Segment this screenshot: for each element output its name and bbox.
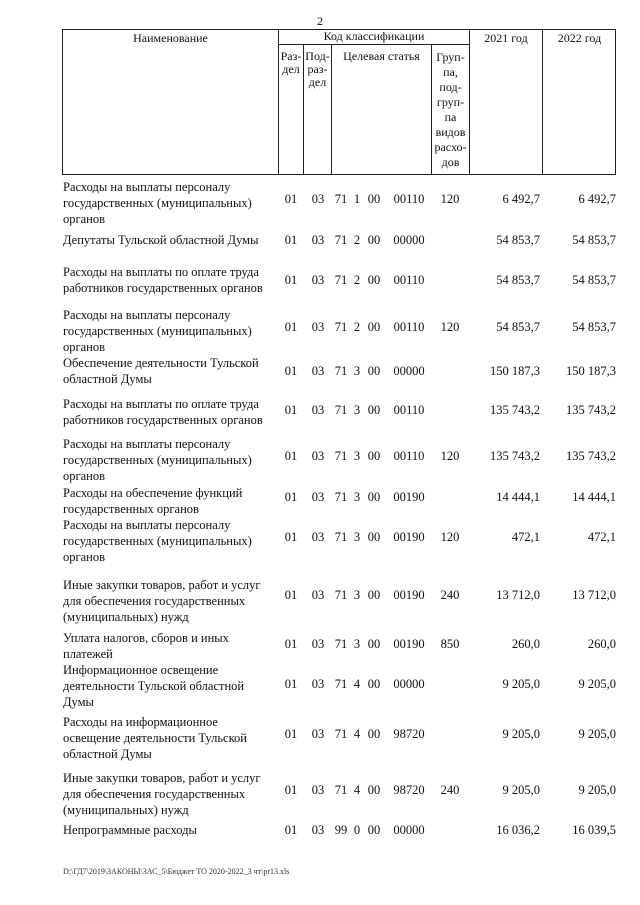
row-target-subprogram: 4 bbox=[353, 783, 361, 797]
row-target-subprogram: 2 bbox=[353, 320, 361, 334]
header-2022: 2022 год bbox=[557, 31, 602, 45]
row-podrazdel: 03 bbox=[311, 783, 325, 797]
row-name: Расходы на выплаты персоналу государственных (муниципальных) органов bbox=[63, 518, 252, 564]
row-target-direction: 00000 bbox=[393, 364, 425, 378]
row-target-program: 71 bbox=[334, 637, 348, 651]
row-target-event: 00 bbox=[367, 727, 381, 741]
row-target-program: 99 bbox=[334, 823, 348, 837]
header-podrazdel: Под- раз- дел bbox=[305, 49, 330, 89]
row-target-event: 00 bbox=[367, 783, 381, 797]
row-target-program: 71 bbox=[334, 320, 348, 334]
row-2022-value: 150 187,3 bbox=[566, 364, 616, 378]
row-2021-value: 16 036,2 bbox=[496, 823, 540, 837]
row-target-program: 71 bbox=[334, 677, 348, 691]
row-name: Расходы на выплаты по оплате труда работников государственных органов bbox=[63, 265, 263, 295]
row-target-event: 00 bbox=[367, 364, 381, 378]
row-name: Иные закупки товаров, работ и услуг для обеспечения государственных (муниципальных) нужд bbox=[63, 578, 261, 624]
row-2022-value: 13 712,0 bbox=[572, 588, 616, 602]
row-expense-type: 120 bbox=[440, 192, 460, 206]
header-divider bbox=[469, 29, 470, 175]
row-name: Обеспечение деятельности Тульской областной Думы bbox=[63, 356, 259, 386]
row-name: Депутаты Тульской областной Думы bbox=[63, 233, 259, 247]
row-expense-type: 120 bbox=[440, 320, 460, 334]
row-target-subprogram: 4 bbox=[353, 727, 361, 741]
row-target-program: 71 bbox=[334, 403, 348, 417]
row-podrazdel: 03 bbox=[311, 490, 325, 504]
row-target-program: 71 bbox=[334, 588, 348, 602]
row-target-subprogram: 2 bbox=[353, 233, 361, 247]
row-target-event: 00 bbox=[367, 637, 381, 651]
header-razdel: Раз- дел bbox=[280, 49, 302, 76]
row-2021-value: 54 853,7 bbox=[496, 233, 540, 247]
row-expense-type: 120 bbox=[440, 449, 460, 463]
row-razdel: 01 bbox=[284, 783, 298, 797]
row-target-direction: 98720 bbox=[393, 783, 425, 797]
row-target-direction: 00190 bbox=[393, 490, 425, 504]
row-target-event: 00 bbox=[367, 403, 381, 417]
row-target-program: 71 bbox=[334, 233, 348, 247]
header-code: Код классификации bbox=[323, 29, 425, 43]
row-podrazdel: 03 bbox=[311, 364, 325, 378]
row-podrazdel: 03 bbox=[311, 273, 325, 287]
row-2021-value: 54 853,7 bbox=[496, 273, 540, 287]
row-2021-value: 6 492,7 bbox=[502, 192, 540, 206]
row-target-direction: 00110 bbox=[393, 192, 425, 206]
row-2021-value: 150 187,3 bbox=[490, 364, 540, 378]
row-razdel: 01 bbox=[284, 588, 298, 602]
row-target-subprogram: 1 bbox=[353, 192, 361, 206]
row-razdel: 01 bbox=[284, 273, 298, 287]
row-target-event: 00 bbox=[367, 530, 381, 544]
row-target-event: 00 bbox=[367, 192, 381, 206]
file-path-footer: D:\ГД7\2019\ЗАКОНЫ\ЗАС_5\Бюджет ТО 2020-2022_3 чт\pr13.xls bbox=[63, 867, 290, 876]
row-target-event: 00 bbox=[367, 233, 381, 247]
row-2021-value: 9 205,0 bbox=[502, 783, 540, 797]
row-2021-value: 135 743,2 bbox=[490, 449, 540, 463]
row-target-direction: 00110 bbox=[393, 449, 425, 463]
row-2022-value: 135 743,2 bbox=[566, 403, 616, 417]
row-2022-value: 54 853,7 bbox=[572, 233, 616, 247]
row-name: Расходы на выплаты по оплате труда работников государственных органов bbox=[63, 397, 263, 427]
row-razdel: 01 bbox=[284, 192, 298, 206]
row-target-subprogram: 3 bbox=[353, 530, 361, 544]
row-name: Расходы на выплаты персоналу государственных (муниципальных) органов bbox=[63, 308, 252, 354]
row-target-direction: 00110 bbox=[393, 403, 425, 417]
row-podrazdel: 03 bbox=[311, 192, 325, 206]
row-target-program: 71 bbox=[334, 192, 348, 206]
row-2022-value: 16 039,5 bbox=[572, 823, 616, 837]
row-razdel: 01 bbox=[284, 490, 298, 504]
row-2021-value: 472,1 bbox=[511, 530, 540, 544]
row-podrazdel: 03 bbox=[311, 637, 325, 651]
row-podrazdel: 03 bbox=[311, 677, 325, 691]
row-target-subprogram: 3 bbox=[353, 490, 361, 504]
row-target-direction: 00000 bbox=[393, 823, 425, 837]
row-razdel: 01 bbox=[284, 320, 298, 334]
header-2021: 2021 год bbox=[484, 31, 528, 45]
row-target-program: 71 bbox=[334, 273, 348, 287]
row-target-direction: 00190 bbox=[393, 637, 425, 651]
row-2022-value: 9 205,0 bbox=[578, 727, 616, 741]
row-expense-type: 240 bbox=[440, 783, 460, 797]
row-2022-value: 14 444,1 bbox=[572, 490, 616, 504]
row-2022-value: 9 205,0 bbox=[578, 783, 616, 797]
row-podrazdel: 03 bbox=[311, 403, 325, 417]
row-target-event: 00 bbox=[367, 273, 381, 287]
row-razdel: 01 bbox=[284, 677, 298, 691]
row-podrazdel: 03 bbox=[311, 320, 325, 334]
row-target-subprogram: 2 bbox=[353, 273, 361, 287]
row-target-event: 00 bbox=[367, 449, 381, 463]
row-name: Непрограммные расходы bbox=[63, 823, 197, 837]
row-2022-value: 260,0 bbox=[587, 637, 616, 651]
row-target-program: 71 bbox=[334, 490, 348, 504]
row-target-event: 00 bbox=[367, 588, 381, 602]
row-podrazdel: 03 bbox=[311, 588, 325, 602]
row-target-subprogram: 4 bbox=[353, 677, 361, 691]
row-razdel: 01 bbox=[284, 823, 298, 837]
row-target-program: 71 bbox=[334, 727, 348, 741]
row-2022-value: 472,1 bbox=[587, 530, 616, 544]
row-name: Расходы на выплаты персоналу государственных (муниципальных) органов bbox=[63, 437, 252, 483]
row-2022-value: 135 743,2 bbox=[566, 449, 616, 463]
header-divider bbox=[278, 44, 469, 45]
row-2021-value: 260,0 bbox=[511, 637, 540, 651]
row-2021-value: 54 853,7 bbox=[496, 320, 540, 334]
row-expense-type: 850 bbox=[440, 637, 460, 651]
row-2022-value: 54 853,7 bbox=[572, 320, 616, 334]
row-target-program: 71 bbox=[334, 449, 348, 463]
row-expense-type: 240 bbox=[440, 588, 460, 602]
row-target-program: 71 bbox=[334, 364, 348, 378]
row-expense-type: 120 bbox=[440, 530, 460, 544]
row-2021-value: 135 743,2 bbox=[490, 403, 540, 417]
row-2022-value: 6 492,7 bbox=[578, 192, 616, 206]
row-target-direction: 00110 bbox=[393, 320, 425, 334]
header-divider bbox=[542, 29, 543, 175]
row-razdel: 01 bbox=[284, 727, 298, 741]
row-target-direction: 00110 bbox=[393, 273, 425, 287]
row-podrazdel: 03 bbox=[311, 530, 325, 544]
row-target-direction: 00190 bbox=[393, 530, 425, 544]
row-2021-value: 14 444,1 bbox=[496, 490, 540, 504]
row-target-direction: 00000 bbox=[393, 233, 425, 247]
row-2022-value: 54 853,7 bbox=[572, 273, 616, 287]
row-target-subprogram: 0 bbox=[353, 823, 361, 837]
row-target-subprogram: 3 bbox=[353, 364, 361, 378]
row-name: Расходы на выплаты персоналу государственных (муниципальных) органов bbox=[63, 180, 252, 226]
row-2022-value: 9 205,0 bbox=[578, 677, 616, 691]
row-2021-value: 9 205,0 bbox=[502, 727, 540, 741]
header-divider bbox=[331, 44, 332, 175]
row-razdel: 01 bbox=[284, 403, 298, 417]
row-target-subprogram: 3 bbox=[353, 637, 361, 651]
row-target-subprogram: 3 bbox=[353, 588, 361, 602]
row-target-subprogram: 3 bbox=[353, 449, 361, 463]
page-number: 2 bbox=[317, 14, 323, 28]
row-podrazdel: 03 bbox=[311, 823, 325, 837]
row-name: Информационное освещение деятельности Тульской областной Думы bbox=[63, 663, 245, 709]
row-target-event: 00 bbox=[367, 823, 381, 837]
row-name: Иные закупки товаров, работ и услуг для обеспечения государственных (муниципальных) нужд bbox=[63, 771, 261, 817]
row-name: Расходы на информационное освещение деятельности Тульской областной Думы bbox=[63, 715, 247, 761]
row-podrazdel: 03 bbox=[311, 727, 325, 741]
row-razdel: 01 bbox=[284, 530, 298, 544]
row-target-program: 71 bbox=[334, 530, 348, 544]
row-target-subprogram: 3 bbox=[353, 403, 361, 417]
row-name: Уплата налогов, сборов и иных платежей bbox=[63, 631, 229, 661]
row-target-direction: 00000 bbox=[393, 677, 425, 691]
row-target-direction: 98720 bbox=[393, 727, 425, 741]
row-razdel: 01 bbox=[284, 637, 298, 651]
row-podrazdel: 03 bbox=[311, 449, 325, 463]
row-target-event: 00 bbox=[367, 490, 381, 504]
row-name: Расходы на обеспечение функций государственных органов bbox=[63, 486, 243, 516]
row-target-program: 71 bbox=[334, 783, 348, 797]
row-razdel: 01 bbox=[284, 233, 298, 247]
row-target-direction: 00190 bbox=[393, 588, 425, 602]
row-target-event: 00 bbox=[367, 677, 381, 691]
header-group: Груп- па, под- груп- па видов расхо- дов bbox=[434, 50, 467, 169]
row-razdel: 01 bbox=[284, 449, 298, 463]
header-target: Целевая статья bbox=[343, 49, 420, 63]
row-razdel: 01 bbox=[284, 364, 298, 378]
row-target-event: 00 bbox=[367, 320, 381, 334]
row-2021-value: 13 712,0 bbox=[496, 588, 540, 602]
row-2021-value: 9 205,0 bbox=[502, 677, 540, 691]
row-podrazdel: 03 bbox=[311, 233, 325, 247]
header-name: Наименование bbox=[133, 31, 208, 45]
